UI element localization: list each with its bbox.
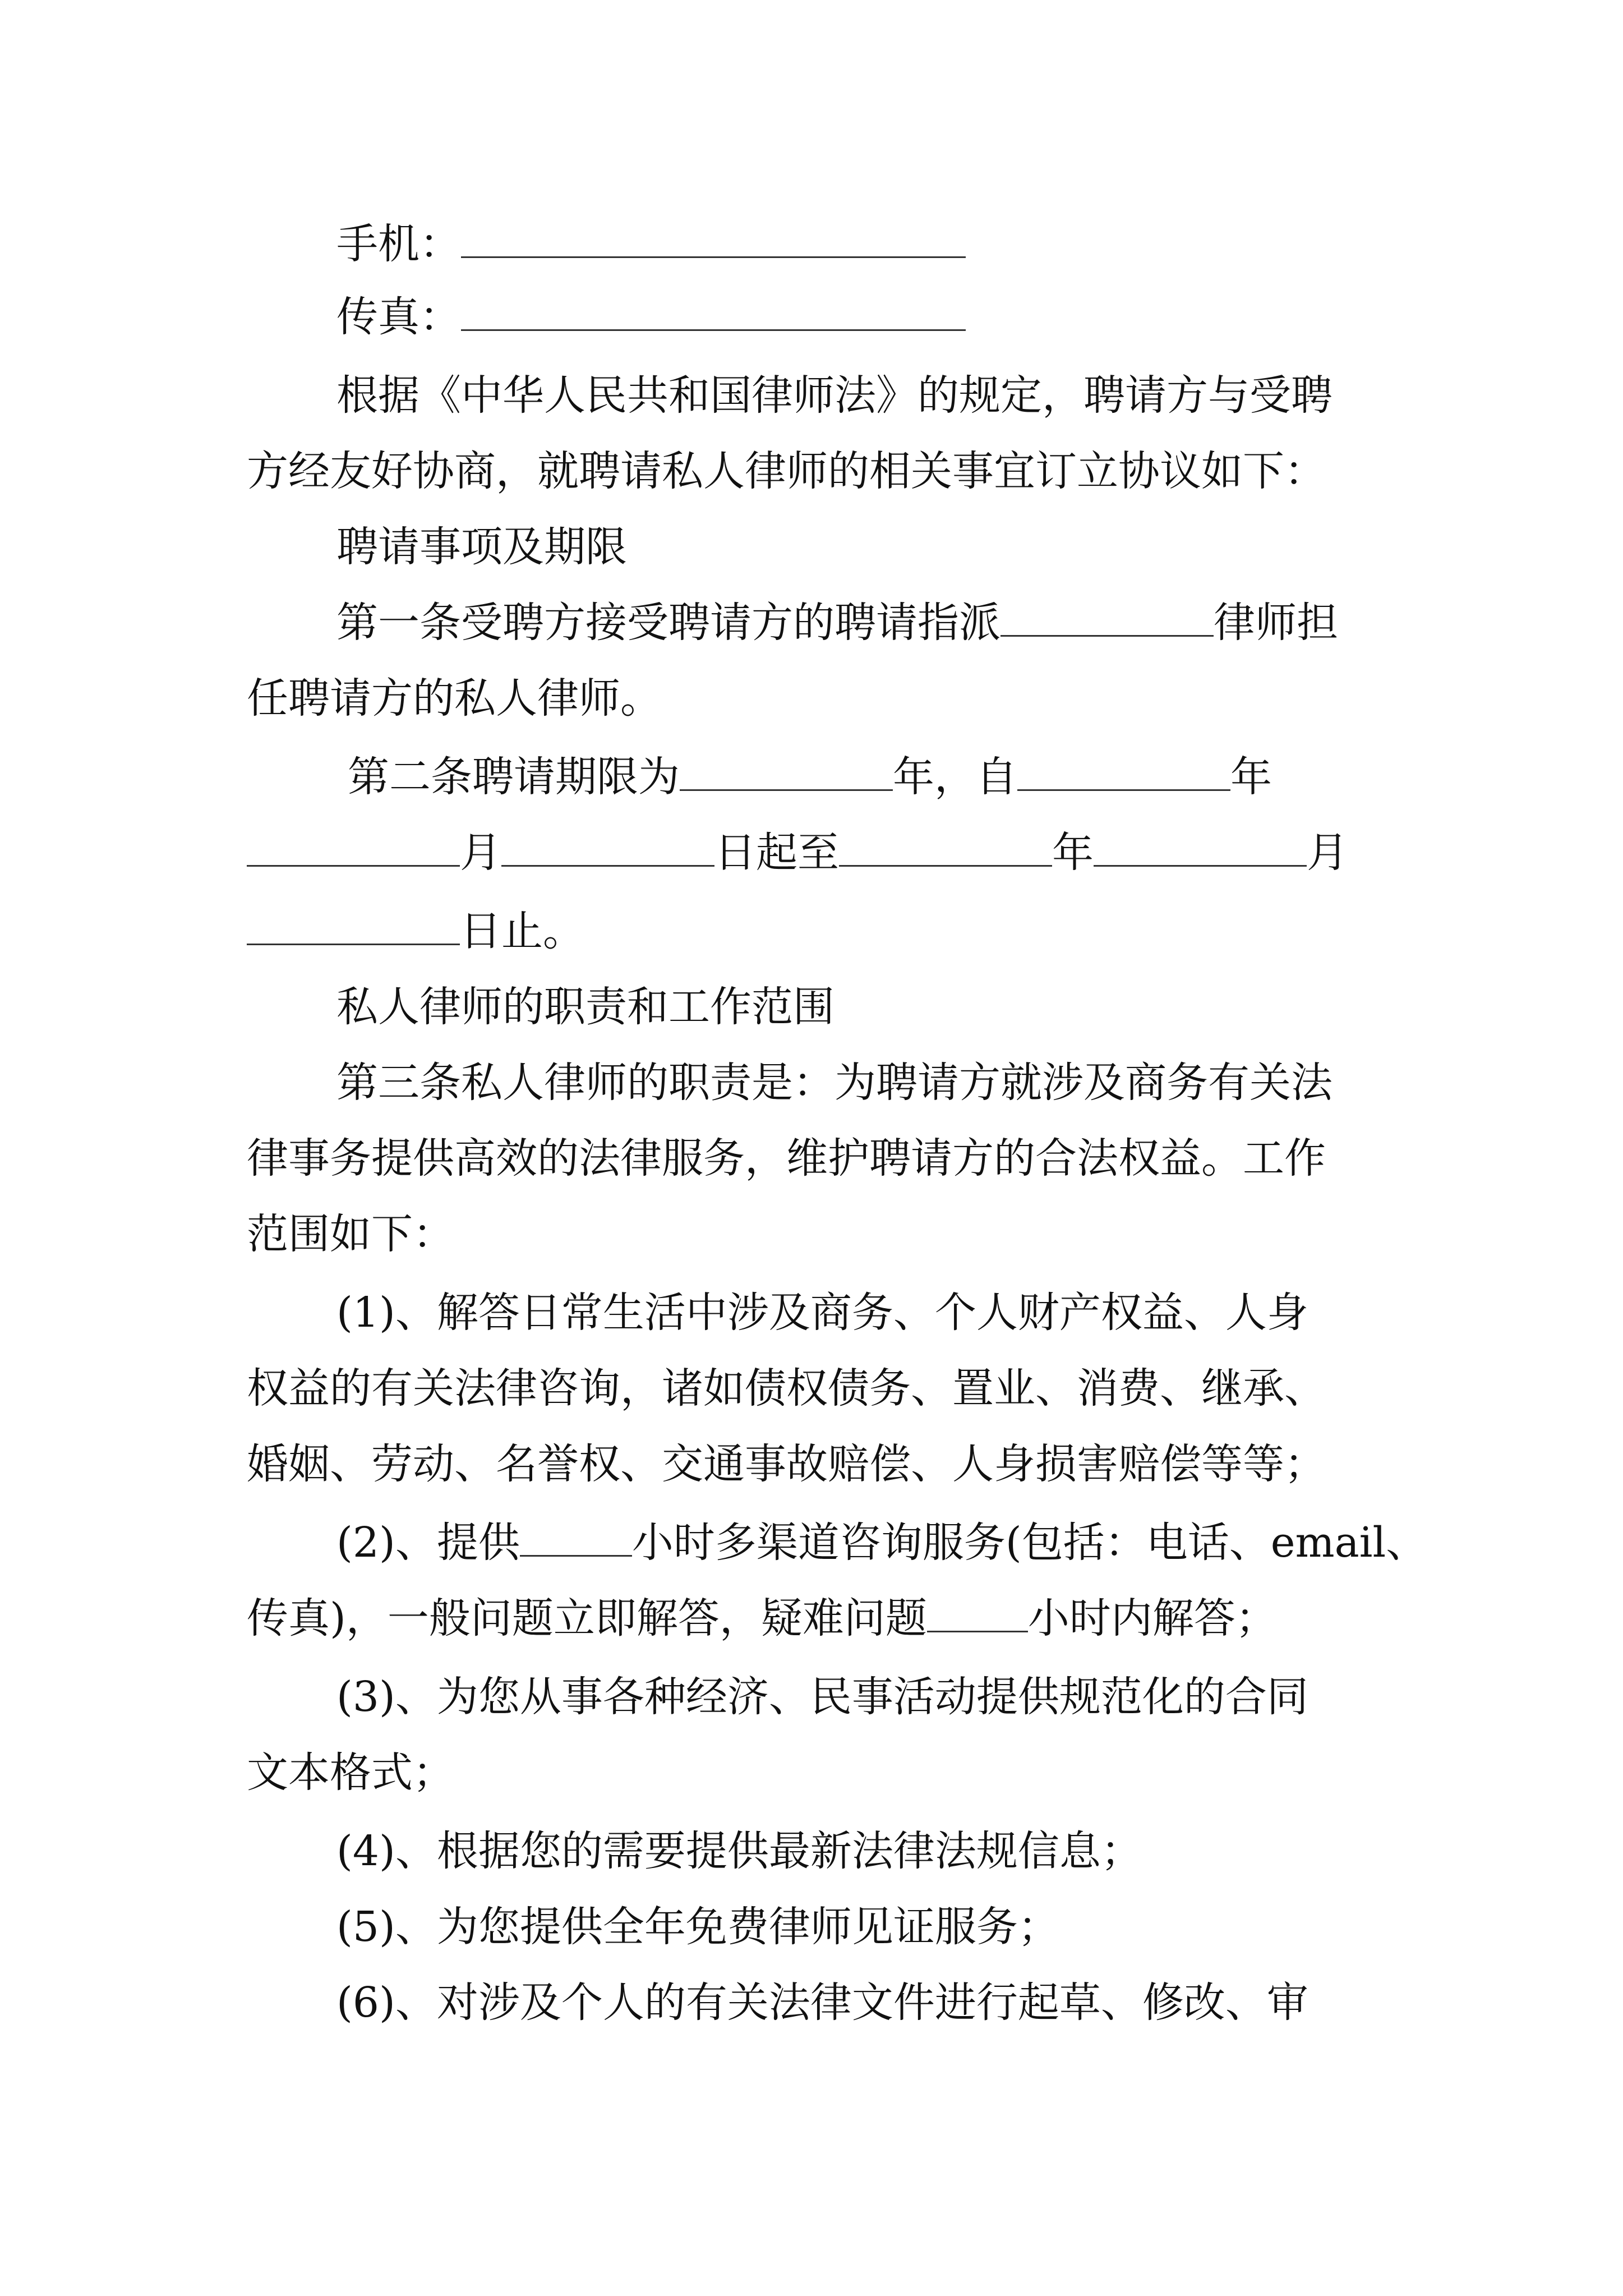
article-2-line-3 — [247, 903, 584, 959]
article-1-line-2: 任聘请方的私人律师。 — [247, 674, 662, 723]
lawyer-name-blank — [1000, 595, 1214, 637]
item-2-line-2-text-a: 传真)，一般问题立即解答，疑难问题 — [247, 1594, 927, 1642]
mobile-label: 手机： — [336, 220, 461, 268]
fax-label: 传真： — [336, 293, 461, 341]
article-3-line-2: 律事务提供高效的法律服务，维护聘请方的合法权益。工作 — [247, 1134, 1326, 1182]
item-2-text-b: 小时多渠道咨询服务(包括：电话、email、 — [631, 1519, 1428, 1567]
end-day-blank — [247, 903, 460, 945]
item-2-text-a: (2)、提供 — [336, 1519, 520, 1567]
item-3-line-2: 文本格式； — [247, 1749, 454, 1797]
start-day-blank — [501, 825, 714, 867]
article-2-year-text-3: 年 — [1052, 829, 1094, 877]
item-2-line-2-text-b: 小时内解答； — [1027, 1594, 1277, 1642]
response-hours-blank — [927, 1590, 1028, 1632]
item-1-line-3: 婚姻、劳动、名誉权、交通事故赔偿、人身损害赔偿等等； — [247, 1440, 1326, 1488]
article-2-text-a: 第二条聘请期限为 — [348, 753, 680, 801]
section-2-title: 私人律师的职责和工作范围 — [336, 983, 834, 1031]
article-2-day-end-text: 日止。 — [460, 907, 584, 955]
item-1-line-1: (1)、解答日常生活中涉及商务、个人财产权益、人身 — [336, 1289, 1308, 1337]
article-2-year-text: 年，自 — [893, 753, 1017, 801]
item-3-line-1: (3)、为您从事各种经济、民事活动提供规范化的合同 — [336, 1673, 1308, 1721]
article-1-text-b: 律师担 — [1214, 599, 1338, 647]
item-4: (4)、根据您的需要提供最新法律法规信息； — [336, 1827, 1142, 1875]
term-years-blank — [680, 749, 893, 791]
article-3-line-3: 范围如下： — [247, 1210, 454, 1258]
fax-blank — [461, 289, 966, 331]
item-1-line-2: 权益的有关法律咨询，诸如债权债务、置业、消费、继承、 — [247, 1364, 1326, 1412]
article-1-text-a: 第一条受聘方接受聘请方的聘请指派 — [336, 599, 1000, 647]
end-month-blank — [1094, 825, 1307, 867]
mobile-line — [336, 216, 966, 272]
start-month-blank — [247, 825, 460, 867]
preamble-line-2: 方经友好协商，就聘请私人律师的相关事宜订立协议如下： — [247, 447, 1326, 495]
fax-line — [336, 289, 966, 345]
mobile-blank — [461, 216, 966, 258]
article-2-line-1 — [348, 749, 1272, 805]
end-year-blank — [839, 825, 1052, 867]
item-6-line-1: (6)、对涉及个人的有关法律文件进行起草、修改、审 — [336, 1978, 1308, 2027]
article-2-day-from-text: 日起至 — [714, 829, 839, 877]
article-1-line-1 — [336, 595, 1338, 651]
section-1-title: 聘请事项及期限 — [336, 523, 627, 571]
article-2-line-2 — [247, 825, 1348, 881]
service-hours-blank — [520, 1515, 632, 1557]
item-2-line-2 — [247, 1590, 1277, 1646]
article-3-line-1: 第三条私人律师的职责是：为聘请方就涉及商务有关法 — [336, 1059, 1332, 1107]
item-2-line-1 — [336, 1515, 1427, 1571]
start-year-blank — [1017, 749, 1230, 791]
article-2-year-text-2: 年 — [1230, 753, 1272, 801]
preamble-line-1: 根据《中华人民共和国律师法》的规定，聘请方与受聘 — [336, 371, 1332, 420]
article-2-month-text: 月 — [460, 829, 501, 877]
article-2-month-text-2: 月 — [1307, 829, 1348, 877]
item-5: (5)、为您提供全年免费律师见证服务； — [336, 1903, 1059, 1951]
